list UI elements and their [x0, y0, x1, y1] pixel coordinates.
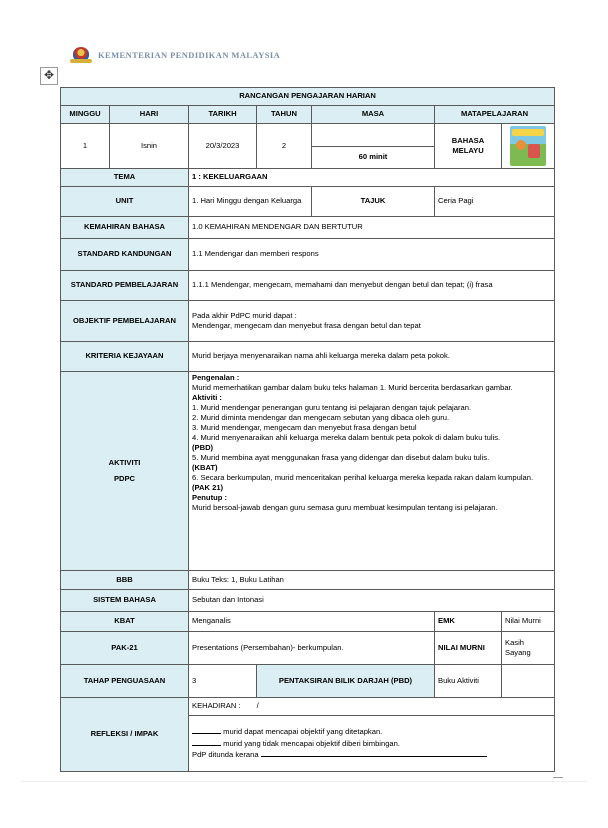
unit-label: UNIT	[61, 187, 189, 217]
move-handle-icon[interactable]: ✥	[40, 67, 58, 85]
col-matapelajaran: MATAPELAJARAN	[435, 106, 555, 124]
bbb-value: Buku Teks: 1, Buku Latihan	[189, 571, 555, 590]
aktiviti-step-4: 4. Murid menyenaraikan ahli keluarga mereka dalam bentuk peta pokok di dalam buku tulis.	[192, 433, 501, 443]
pbd-value: Buku Aktiviti	[435, 665, 502, 698]
ministry-title: KEMENTERIAN PENDIDIKAN MALAYSIA	[98, 50, 281, 60]
kriteria-value: Murid berjaya menyenaraikan nama ahli keluarga mereka dalam peta pokok.	[189, 342, 555, 372]
col-minggu: MINGGU	[61, 106, 110, 124]
aktiviti-step-6-text: 6. Secara berkumpulan, murid menceritakan perihal keluarga mereka kepada rakan dalam kumpulan.	[192, 473, 534, 483]
refleksi-label: REFLEKSI / IMPAK	[61, 698, 189, 772]
tajuk-value: Ceria Pagi	[435, 187, 555, 217]
aktiviti-step-6-tag: (PAK 21)	[192, 483, 224, 493]
pengenalan-heading: Pengenalan :	[192, 373, 240, 382]
col-tarikh: TARIKH	[189, 106, 257, 124]
page-edge	[20, 781, 588, 782]
aktiviti-step-5-tag: (KBAT)	[192, 463, 218, 473]
blank-line[interactable]	[261, 756, 487, 757]
kbat-value: Menganalis	[189, 612, 435, 632]
refleksi-text1: murid dapat mencapai objektif yang ditetapkan.	[223, 727, 383, 737]
tahap-penguasaan-label: TAHAP PENGUASAAN	[61, 665, 189, 698]
refleksi-text2: murid yang tidak mencapai objektif diberi bimbingan.	[223, 738, 400, 748]
minggu-value: 1	[61, 124, 110, 169]
nilai-murni-value: Kasih Sayang	[502, 632, 555, 665]
kbat-label: KBAT	[61, 612, 189, 632]
lesson-plan-table	[60, 87, 555, 772]
standard-pembelajaran-value: 1.1.1 Mendengar, mengecam, memahami dan menyebut dengan betul dan tepat; (i) frasa	[189, 271, 555, 301]
matapelajaran-value: BAHASA MELAYU	[435, 124, 502, 169]
masa-empty	[312, 124, 435, 147]
aktiviti-heading: Aktiviti :	[192, 393, 222, 403]
refleksi-text3: PdP ditunda kerana	[192, 750, 259, 760]
tema-label: TEMA	[61, 169, 189, 187]
pbd-empty	[502, 665, 555, 698]
tema-value: 1 : KEKELUARGAAN	[189, 169, 555, 187]
blank-line[interactable]	[192, 745, 221, 746]
refleksi-line3	[192, 749, 551, 760]
tahap-penguasaan-value: 3	[189, 665, 257, 698]
unit-value: 1. Hari Minggu dengan Keluarga	[189, 187, 312, 217]
kehadiran-row	[189, 698, 555, 716]
bbb-label: BBB	[61, 571, 189, 590]
penutup-text: Murid bersoal-jawab dengan guru semasa guru membuat kesimpulan tentang isi pelajaran.	[192, 503, 498, 513]
objektif-line1: Pada akhir PdPC murid dapat :	[192, 310, 297, 320]
standard-pembelajaran-label: STANDARD PEMBELAJARAN	[61, 271, 189, 301]
objektif-label: OBJEKTIF PEMBELAJARAN	[61, 301, 189, 342]
aktiviti-step-4-tag: (PBD)	[192, 443, 214, 453]
emk-value: Nilai Murni	[502, 612, 555, 632]
sistem-bahasa-value: Sebutan dan Intonasi	[189, 590, 555, 612]
sistem-bahasa-label: SISTEM BAHASA	[61, 590, 189, 612]
aktiviti-label-line2: PDPC	[113, 474, 136, 483]
ministry-header	[70, 45, 280, 65]
kehadiran-slash: /	[256, 701, 259, 711]
aktiviti-step-1: 1. Murid mendengar penerangan guru tentang isi pelajaran dengan tajuk pelajaran.	[192, 403, 472, 413]
tahun-value: 2	[257, 124, 312, 169]
crest-icon	[70, 46, 92, 64]
col-hari: HARI	[110, 106, 189, 124]
textbook-cover-image	[510, 126, 546, 166]
aktiviti-step-6	[192, 473, 551, 493]
pak21-label: PAK-21	[61, 632, 189, 665]
tajuk-label: TAJUK	[312, 187, 435, 217]
doc-title: RANCANGAN PENGAJARAN HARIAN	[61, 88, 555, 106]
masa-value: 60 minit	[312, 146, 435, 169]
col-tahun: TAHUN	[257, 106, 312, 124]
standard-kandungan-label: STANDARD KANDUNGAN	[61, 239, 189, 271]
aktiviti-label	[61, 372, 189, 571]
hari-value: Isnin	[110, 124, 189, 169]
col-masa: MASA	[312, 106, 435, 124]
aktiviti-label-line1: AKTIVITI	[108, 457, 141, 467]
refleksi-line1	[192, 726, 551, 737]
objektif-line2: Mendengar, mengecam dan menyebut frasa dengan betul dan tepat	[192, 321, 421, 330]
aktiviti-content	[189, 372, 555, 571]
textbook-cover	[502, 124, 555, 169]
tarikh-value: 20/3/2023	[189, 124, 257, 169]
aktiviti-step-3: 3. Murid mendengar, mengecam dan menyebut frasa dengan betul	[192, 423, 417, 433]
aktiviti-step-5: 5. Murid membina ayat menggunakan frasa yang didengar dan disebut dalam buku tulis.	[192, 453, 490, 463]
aktiviti-step-2: 2. Murid diminta mendengar dan mengecam sebutan yang dibaca oleh guru.	[192, 413, 450, 423]
kehadiran-label: KEHADIRAN :	[192, 701, 241, 711]
refleksi-line2	[192, 738, 551, 749]
page-corner	[553, 777, 563, 782]
refleksi-content	[189, 716, 555, 772]
kemahiran-value: 1.0 KEMAHIRAN MENDENGAR DAN BERTUTUR	[189, 217, 555, 239]
pengenalan-text: Murid memerhatikan gambar dalam buku teks halaman 1. Murid bercerita berdasarkan gambar.	[192, 383, 513, 393]
penutup-heading: Penutup :	[192, 493, 228, 503]
kemahiran-label: KEMAHIRAN BAHASA	[61, 217, 189, 239]
emk-label: EMK	[435, 612, 502, 632]
standard-kandungan-value: 1.1 Mendengar dan memberi respons	[189, 239, 555, 271]
nilai-murni-label: NILAI MURNI	[435, 632, 502, 665]
objektif-value	[189, 301, 555, 342]
blank-line[interactable]	[192, 733, 221, 734]
kriteria-label: KRITERIA KEJAYAAN	[61, 342, 189, 372]
pak21-value: Presentations (Persembahan)- berkumpulan.	[189, 632, 435, 665]
pbd-label: PENTAKSIRAN BILIK DARJAH (PBD)	[257, 665, 435, 698]
